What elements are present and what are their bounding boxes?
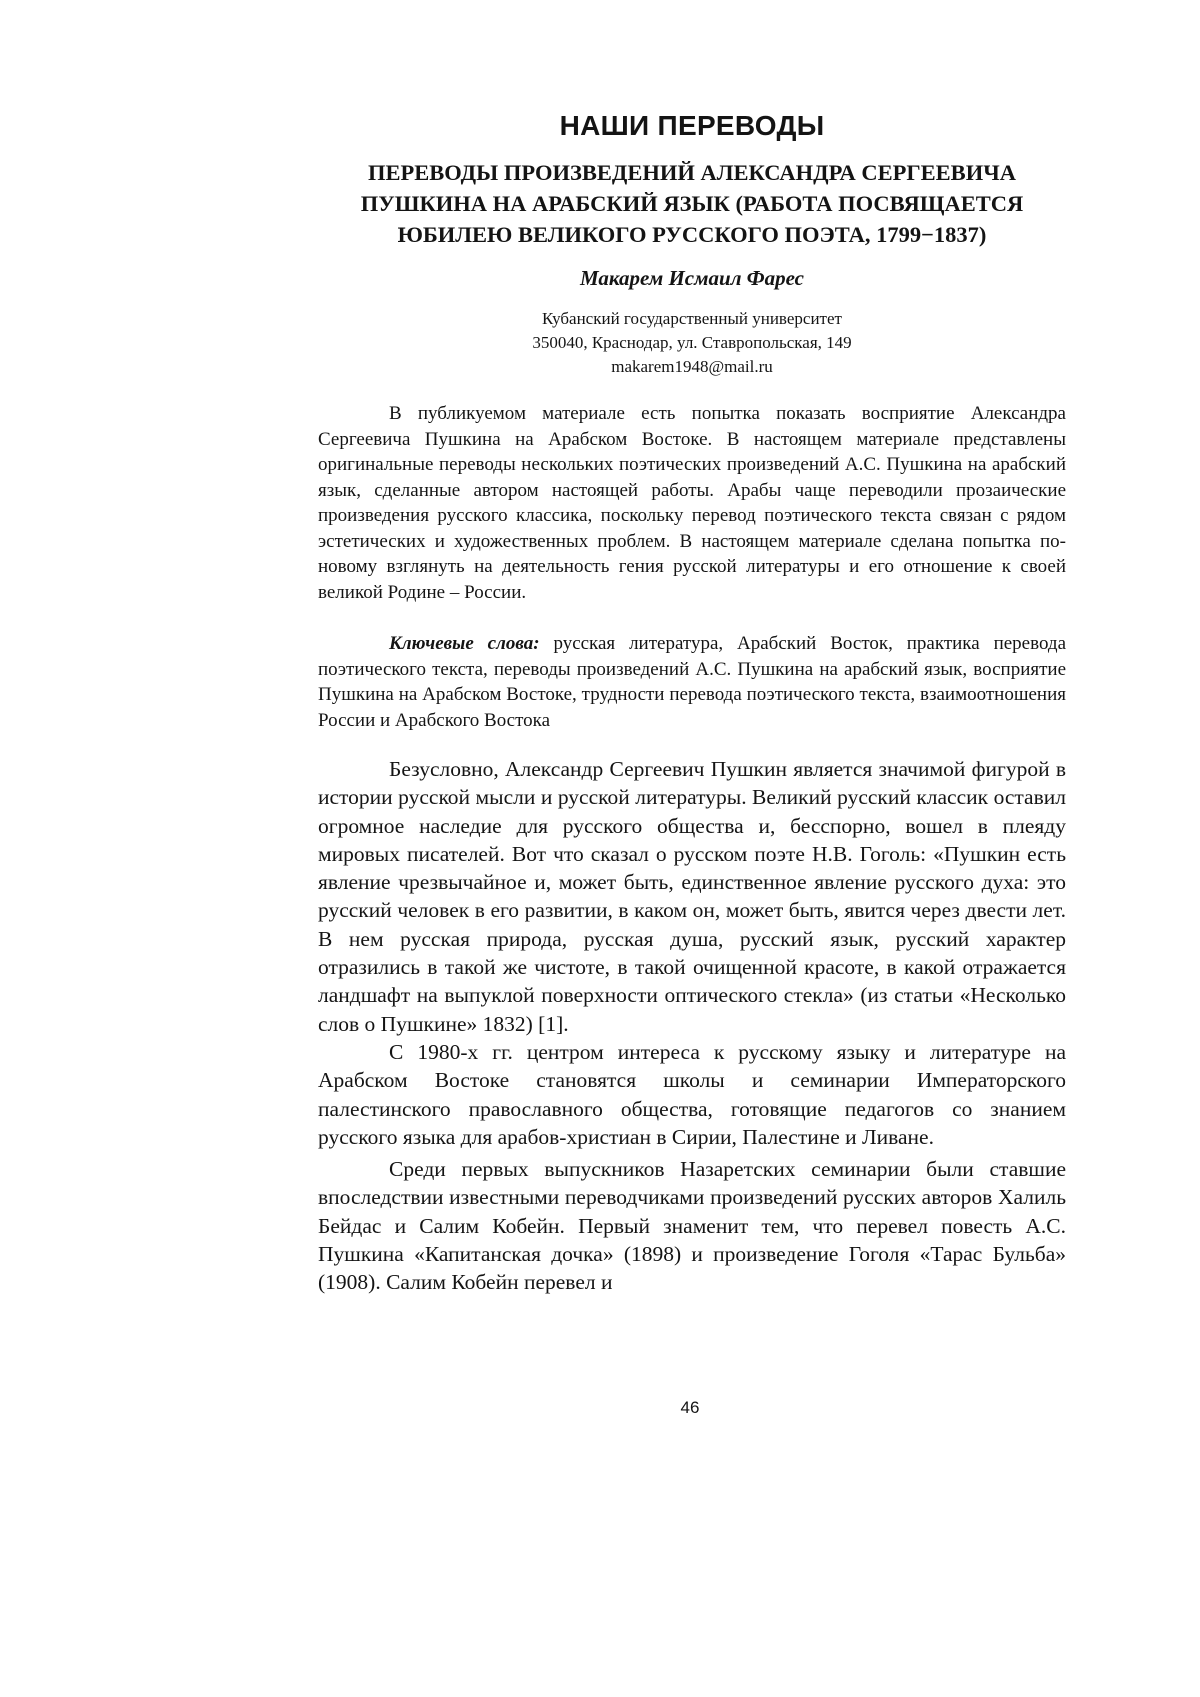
affiliation-email: makarem1948@mail.ru xyxy=(318,355,1066,379)
body-paragraph: С 1980-х гг. центром интереса к русскому языку и литературе на Арабском Востоке становятся школы и семинарии Императорского палестинского православного общества, готовящие педагогов со знанием русского языка для арабов-христиан в Сирии, Палестине и Ливане. xyxy=(318,1038,1066,1151)
keywords-label: Ключевые слова: xyxy=(389,633,540,654)
article-title: ПЕРЕВОДЫ ПРОИЗВЕДЕНИЙ АЛЕКСАНДРА СЕРГЕЕВИЧА ПУШКИНА НА АРАБСКИЙ ЯЗЫК (РАБОТА ПОСВЯЩАЕТСЯ ЮБИЛЕЮ ВЕЛИКОГО РУССКОГО ПОЭТА, 1799−1837) xyxy=(318,157,1066,250)
body-paragraph: Безусловно, Александр Сергеевич Пушкин является значимой фигурой в истории русской мысли и русской литературы. Великий русский классик оставил огромное наследие для русского общества и, бесспорно, вошел в плеяду мировых писателей. Вот что сказал о русском поэте Н.В. Гоголь: «Пушкин есть явление чрезвычайное и, может быть, единственное явление русского духа: это русский человек в его развитии, в каком он, может быть, явится через двести лет. В нем русская природа, русская душа, русский язык, русский характер отразились в такой же чистоте, в такой очищенной красоте, в какой отражается ландшафт на выпуклой поверхности оптического стекла» (из статьи «Несколько слов о Пушкине» 1832) [1]. xyxy=(318,755,1066,1038)
keywords xyxy=(318,631,1066,733)
article-page xyxy=(318,110,1066,1297)
page-number: 46 xyxy=(0,1398,1200,1418)
abstract: В публикуемом материале есть попытка показать восприятие Александра Сергеевича Пушкина на Арабском Востоке. В настоящем материале представлены оригинальные переводы нескольких поэтических произведений А.С. Пушкина на арабский язык, сделанные автором настоящей работы. Арабы чаще переводили прозаические произведения русского классика, поскольку перевод поэтического текста связан с рядом эстетических и художественных проблем. В настоящем материале сделана попытка по-новому взглянуть на деятельность гения русской литературы и его отношение к своей великой Родине – России. xyxy=(318,401,1066,605)
keywords-text: русская литература, Арабский Восток, практика перевода поэтического текста, переводы произведений А.С. Пушкина на арабский язык, восприятие Пушкина на Арабском Востоке, трудности перевода поэтического текста, взаимоотношения России и Арабского Востока xyxy=(318,633,1066,731)
affiliation-address: 350040, Краснодар, ул. Ставропольская, 149 xyxy=(318,331,1066,355)
author-affiliation xyxy=(318,307,1066,379)
affiliation-university: Кубанский государственный университет xyxy=(318,307,1066,331)
author-name: Макарем Исмаил Фарес xyxy=(318,266,1066,291)
body-paragraph: Среди первых выпускников Назаретских семинарии были ставшие впоследствии известными переводчиками произведений русских авторов Халиль Бейдас и Салим Кобейн. Первый знаменит тем, что перевел повесть А.С. Пушкина «Капитанская дочка» (1898) и произведение Гоголя «Тарас Бульба» (1908). Салим Кобейн перевел и xyxy=(318,1155,1066,1296)
section-title: НАШИ ПЕРЕВОДЫ xyxy=(318,110,1066,142)
